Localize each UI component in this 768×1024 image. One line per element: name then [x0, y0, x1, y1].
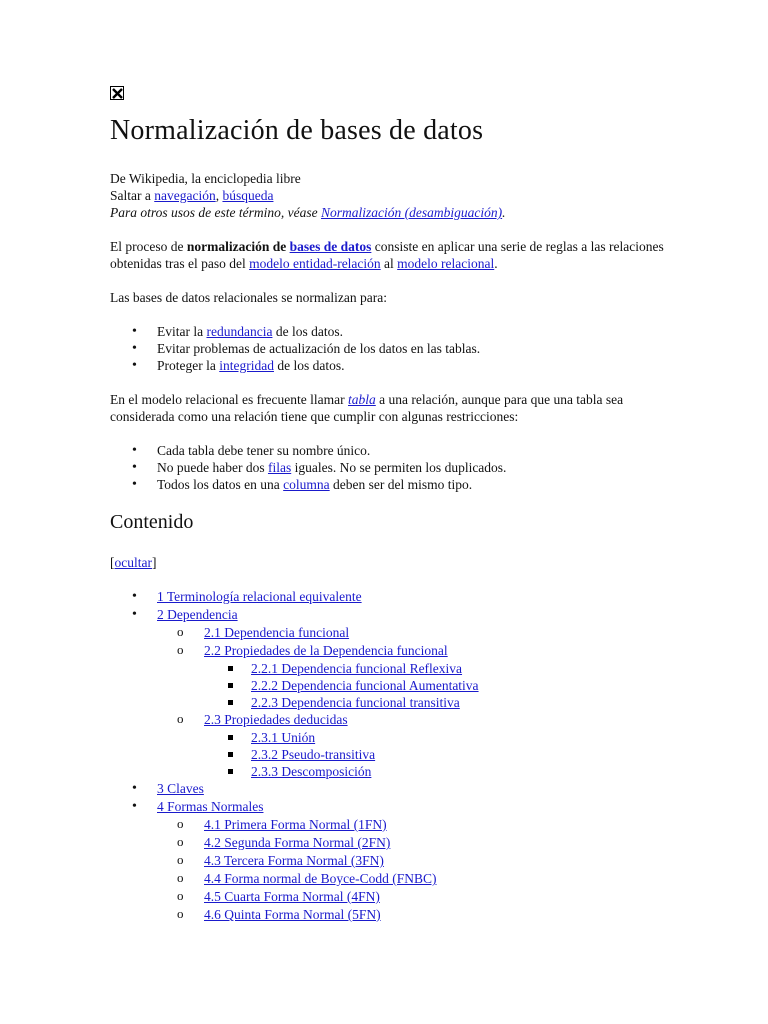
disambiguation-note	[110, 204, 670, 221]
item-text: Evitar la	[157, 324, 207, 339]
toc-link-4-6[interactable]: 4.6 Quinta Forma Normal (5FN)	[204, 907, 381, 922]
item-text: Todos los datos en una	[157, 477, 284, 492]
tabla-link-text: tabla	[348, 392, 376, 407]
toc-item	[204, 763, 670, 780]
item-text: de los datos.	[273, 358, 345, 373]
list-item	[110, 442, 670, 459]
link-redundancia[interactable]: redundancia	[206, 324, 273, 339]
toc-subsublist	[204, 729, 670, 780]
link-bases-de-datos[interactable]	[290, 239, 372, 254]
intro-text-2: consiste en aplicar una serie de reglas a las relaciones obtenidas tras el paso del	[110, 239, 664, 271]
restrictions-list	[110, 442, 670, 493]
list-item	[110, 459, 670, 476]
toc-hide-toggle	[110, 554, 670, 571]
item-text: deben ser del mismo tipo.	[329, 477, 473, 492]
list-item	[110, 476, 670, 493]
link-tabla[interactable]	[348, 392, 376, 407]
toc-link-2-3-1[interactable]: 2.3.1 Unión	[251, 730, 316, 745]
intro-text-4: .	[494, 256, 498, 271]
toc-item	[157, 906, 670, 924]
p3-text-2: a una relación, aunque para que una tabla sea considerada como una relación tiene que cumplir con algunas restricciones:	[110, 392, 624, 424]
item-text: iguales. No se permiten los duplicados.	[291, 460, 507, 475]
jump-navigation-link[interactable]: navegación	[154, 188, 216, 203]
toc-item	[204, 660, 670, 677]
disambig-end: .	[502, 205, 506, 220]
hide-toc-link[interactable]: ocultar	[114, 555, 152, 570]
intro-paragraph	[110, 238, 670, 272]
item-text: Cada tabla debe tener su nombre único.	[157, 443, 371, 458]
item-text: No puede haber dos	[157, 460, 268, 475]
toc-link-4-4[interactable]: 4.4 Forma normal de Boyce-Codd (FNBC)	[204, 871, 437, 886]
toc-sublist	[157, 816, 670, 924]
intro-text-1: El proceso de	[110, 239, 187, 254]
toc-item	[157, 852, 670, 870]
toc-item	[157, 834, 670, 852]
link-filas[interactable]: filas	[267, 460, 292, 475]
disambig-text: Para otros usos de este término, véase	[110, 205, 321, 220]
toc-link-2-3[interactable]: 2.3 Propiedades deducidas	[204, 712, 348, 727]
list-item	[110, 357, 670, 374]
toc-item	[204, 729, 670, 746]
paragraph-normalize: Las bases de datos relacionales se normalizan para:	[110, 290, 388, 305]
toc-link-3[interactable]: 3 Claves	[157, 781, 204, 796]
list-item	[110, 323, 670, 340]
site-subtitle: De Wikipedia, la enciclopedia libre	[110, 171, 301, 186]
item-text: de los datos.	[272, 324, 343, 339]
item-text: Proteger la	[157, 358, 220, 373]
jump-links	[110, 187, 670, 204]
toc-item	[157, 624, 670, 642]
broken-image-icon	[110, 86, 124, 100]
toc-item	[157, 870, 670, 888]
toc-link-2-2[interactable]: 2.2 Propiedades de la Dependencia funcional	[204, 643, 448, 658]
link-integridad[interactable]: integridad	[219, 358, 274, 373]
toc-heading: Contenido	[110, 511, 194, 533]
toc-link-2-3-3[interactable]: 2.3.3 Descomposición	[251, 764, 372, 779]
goals-list	[110, 323, 670, 374]
toc-subsublist	[204, 660, 670, 711]
toc-item	[110, 606, 670, 780]
toc-link-2-3-2[interactable]: 2.3.2 Pseudo-transitiva	[251, 747, 376, 762]
toc-link-4-3[interactable]: 4.3 Tercera Forma Normal (3FN)	[204, 853, 384, 868]
toc-link-2-2-2[interactable]: 2.2.2 Dependencia funcional Aumentativa	[251, 678, 479, 693]
toc-link-2-2-1[interactable]: 2.2.1 Dependencia funcional Reflexiva	[251, 661, 463, 676]
paragraph-relational	[110, 391, 670, 425]
toc-item	[157, 816, 670, 834]
table-of-contents	[110, 588, 670, 924]
disambig-link-text: Normalización (desambiguación)	[320, 205, 503, 220]
link-modelo-entidad-relacion[interactable]: modelo entidad-relación	[249, 256, 381, 271]
toc-link-2-1[interactable]: 2.1 Dependencia funcional	[204, 625, 350, 640]
toc-item	[110, 798, 670, 924]
toc-item	[204, 694, 670, 711]
toc-sublist	[157, 624, 670, 780]
toc-item	[157, 888, 670, 906]
toc-item	[204, 746, 670, 763]
toc-link-4[interactable]: 4 Formas Normales	[157, 799, 264, 814]
toc-link-4-5[interactable]: 4.5 Cuarta Forma Normal (4FN)	[204, 889, 380, 904]
jump-search-link[interactable]: búsqueda	[222, 188, 274, 203]
toc-link-2-2-3[interactable]: 2.2.3 Dependencia funcional transitiva	[251, 695, 460, 710]
item-text: Evitar problemas de actualización de los datos en las tablas.	[157, 341, 481, 356]
toc-item	[110, 588, 670, 606]
intro-bold: normalización de	[186, 239, 290, 254]
intro-link1-text: bases de datos	[289, 239, 372, 254]
toc-item	[204, 677, 670, 694]
link-columna[interactable]: columna	[283, 477, 330, 492]
toc-link-4-2[interactable]: 4.2 Segunda Forma Normal (2FN)	[204, 835, 391, 850]
bracket-open: [	[110, 555, 115, 570]
toc-item	[157, 711, 670, 780]
p3-text-1: En el modelo relacional es frecuente llamar	[110, 392, 349, 407]
jump-prefix: Saltar a	[110, 188, 155, 203]
link-modelo-relacional[interactable]: modelo relacional	[397, 256, 495, 271]
toc-link-2[interactable]: 2 Dependencia	[157, 607, 238, 622]
bracket-close: ]	[151, 555, 157, 570]
toc-item	[110, 780, 670, 798]
list-item	[110, 340, 670, 357]
intro-text-3: al	[380, 256, 398, 271]
toc-item	[157, 642, 670, 711]
toc-link-1[interactable]: 1 Terminología relacional equivalente	[157, 589, 362, 604]
toc-link-4-1[interactable]: 4.1 Primera Forma Normal (1FN)	[204, 817, 387, 832]
disambiguation-link[interactable]	[321, 205, 502, 220]
page-title: Normalización de bases de datos	[110, 115, 484, 146]
jump-separator: ,	[215, 188, 223, 203]
